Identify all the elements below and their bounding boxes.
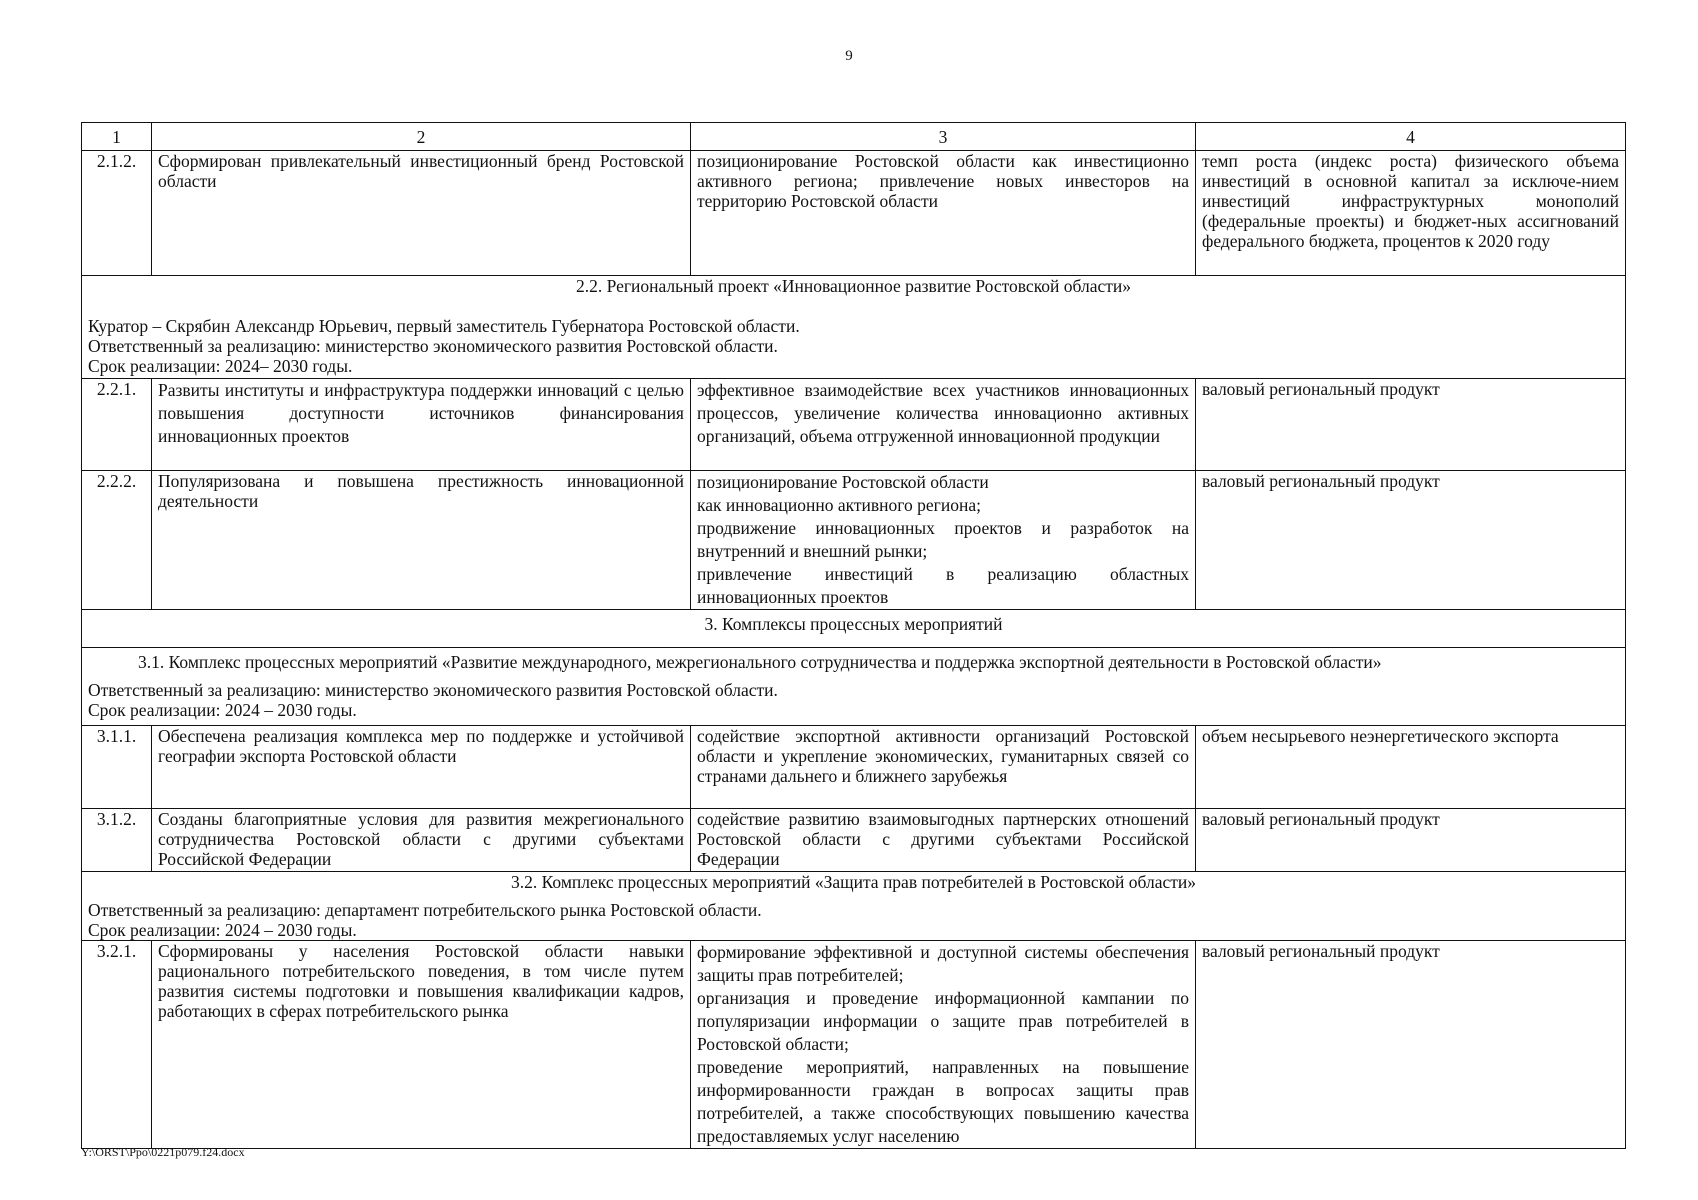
section-responsible: Ответственный за реализацию: министерство экономического развития Ростовской области.	[88, 336, 778, 356]
section-row-3-2	[82, 872, 1626, 941]
task-cell: Развиты институты и инфраструктура поддержки инноваций с целью повышения доступности источников финансирования инновационных проектов	[152, 379, 691, 471]
effect-line: привлечение инвестиций в реализацию областных инновационных проектов	[697, 564, 1189, 607]
section-term: Срок реализации: 2024 – 2030 годы.	[88, 920, 357, 940]
column-number-1: 1	[82, 123, 152, 151]
section-term: Срок реализации: 2024 – 2030 годы.	[88, 700, 357, 720]
indicator-cell: валовый региональный продукт	[1196, 379, 1626, 471]
task-cell: Обеспечена реализация комплекса мер по поддержке и устойчивой географии экспорта Ростовской области	[152, 726, 691, 809]
effect-line: формирование эффективной и доступной системы обеспечения защиты прав потребителей;	[697, 942, 1189, 985]
table-row-3-1-1	[82, 726, 1626, 809]
section-title: 2.2. Региональный проект «Инновационное развитие Ростовской области»	[575, 276, 1132, 296]
file-path-footer: Y:\ORST\Ppo\0221p079.f24.docx	[81, 1145, 245, 1159]
table-row-3-2-1	[82, 941, 1626, 1149]
effect-line: как инновационно активного региона;	[697, 495, 981, 515]
effect-cell	[691, 471, 1196, 610]
section-spacer	[88, 296, 1619, 316]
table-header-row	[82, 123, 1626, 151]
effect-line: продвижение инновационных проектов и разработок на внутренний и внешний рынки;	[697, 518, 1189, 561]
effect-cell: содействие экспортной активности организаций Ростовской области и укрепление экономических, гуманитарных связей со странами дальнего и ближнего зарубежья	[691, 726, 1196, 809]
row-number: 2.1.2.	[82, 151, 152, 276]
row-number: 2.2.2.	[82, 471, 152, 610]
indicator-cell: темп роста (индекс роста) физического объема инвестиций в основной капитал за исключе-нием инвестиций инфраструктурных монополий (федеральные проекты) и бюджет-ных ассигнований федерального бюджета, процентов к 2020 году	[1196, 151, 1626, 276]
indicator-cell: объем несырьевого неэнергетического экспорта	[1196, 726, 1626, 809]
task-cell: Сформирован привлекательный инвестиционный бренд Ростовской области	[152, 151, 691, 276]
section-row-3	[82, 610, 1626, 648]
table-row-2-2-1	[82, 379, 1626, 471]
column-number-2: 2	[152, 123, 691, 151]
effect-line: проведение мероприятий, направленных на повышение информированности граждан в вопросах защиты прав потребителей, а также способствующих повышению качества предоставляемых услуг населению	[697, 1057, 1189, 1146]
task-cell: Сформированы у населения Ростовской области навыки рационального потребительского поведения, в том числе путем развития системы подготовки и повышения квалификации кадров, работающих в сферах потребительского рынка	[152, 941, 691, 1149]
table-row-2-1-2	[82, 151, 1626, 276]
section-cell	[82, 276, 1626, 379]
program-structure-table	[81, 122, 1626, 1149]
section-row-3-1	[82, 648, 1626, 726]
task-cell: Популяризована и повышена престижность инновационной деятельности	[152, 471, 691, 610]
effect-cell	[691, 941, 1196, 1149]
effect-cell: позиционирование Ростовской области как инвестиционно активного региона; привлечение новых инвесторов на территорию Ростовской области	[691, 151, 1196, 276]
section-title: 3. Комплексы процессных мероприятий	[704, 614, 1003, 634]
section-responsible: Ответственный за реализацию: департамент потребительского рынка Ростовской области.	[88, 900, 762, 920]
section-spacer	[88, 892, 1619, 900]
section-cell	[82, 872, 1626, 941]
row-number: 3.1.2.	[82, 809, 152, 872]
effect-cell: содействие развитию взаимовыгодных партнерских отношений Ростовской области с другими субъектами Российской Федерации	[691, 809, 1196, 872]
section-row-2-2	[82, 276, 1626, 379]
task-cell: Созданы благоприятные условия для развития межрегионального сотрудничества Ростовской области с другими субъектами Российской Федерации	[152, 809, 691, 872]
indicator-cell: валовый региональный продукт	[1196, 809, 1626, 872]
section-cell	[82, 648, 1626, 726]
indicator-cell: валовый региональный продукт	[1196, 471, 1626, 610]
section-curator: Куратор – Скрябин Александр Юрьевич, первый заместитель Губернатора Ростовской области.	[88, 316, 800, 336]
column-number-3: 3	[691, 123, 1196, 151]
page-number: 9	[845, 48, 853, 64]
section-title: 3.2. Комплекс процессных мероприятий «Защита прав потребителей в Ростовской области»	[510, 872, 1196, 892]
indicator-cell: валовый региональный продукт	[1196, 941, 1626, 1149]
section-responsible: Ответственный за реализацию: министерство экономического развития Ростовской области.	[88, 680, 778, 700]
table-row-3-1-2	[82, 809, 1626, 872]
section-term: Срок реализации: 2024– 2030 годы.	[88, 356, 353, 376]
row-number: 3.1.1.	[82, 726, 152, 809]
effect-line: позиционирование Ростовской области	[697, 472, 989, 492]
effect-line: организация и проведение информационной кампании по популяризации информации о защите прав потребителей в Ростовской области;	[697, 988, 1189, 1054]
section-title: 3.1. Комплекс процессных мероприятий «Развитие международного, межрегионального сотрудничества и поддержка экспортной деятельности в Ростовской области»	[138, 652, 1382, 672]
table-row-2-2-2	[82, 471, 1626, 610]
section-cell	[82, 610, 1626, 648]
section-spacer	[88, 672, 1619, 680]
row-number: 2.2.1.	[82, 379, 152, 471]
effect-cell: эффективное взаимодействие всех участников инновационных процессов, увеличение количества инновационно активных организаций, объема отгруженной инновационной продукции	[691, 379, 1196, 471]
column-number-4: 4	[1196, 123, 1626, 151]
row-number: 3.2.1.	[82, 941, 152, 1149]
